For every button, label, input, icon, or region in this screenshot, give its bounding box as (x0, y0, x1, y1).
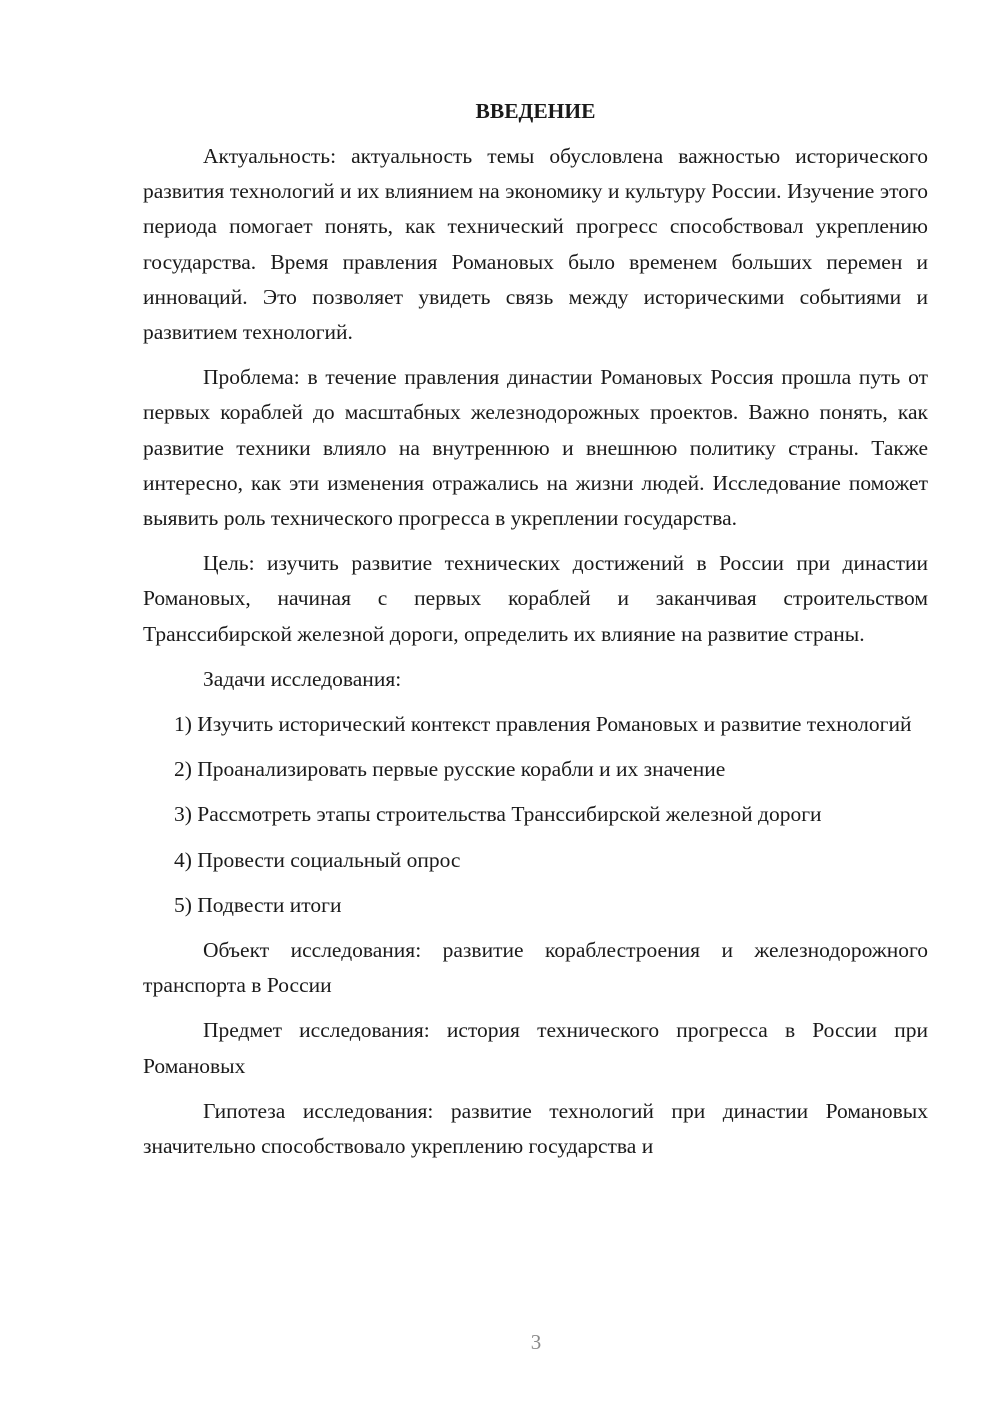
task-item-2: 2) Проанализировать первые русские корабли и их значение (174, 757, 726, 782)
task-item-5: 5) Подвести итоги (174, 892, 342, 917)
page-number: 3 (530, 1330, 542, 1354)
problem-paragraph: Проблема: в течение правления династии Романовых Россия прошла путь от первых кораблей до масштабных железнодорожных проектов. Важно понять, как развитие техники влияло на внутреннюю и внешнюю политику страны. Также интересно, как эти изменения отражались на жизни людей. Исследование поможет выявить роль технического прогресса в укреплении государства. (143, 365, 928, 531)
section-title: ВВЕДЕНИЕ (475, 99, 596, 123)
goal-paragraph: Цель: изучить развитие технических достижений в России при династии Романовых, начиная с первых кораблей и заканчивая строительством Транссибирской железной дороги, определить их влияние на развитие страны. (143, 551, 928, 646)
relevance-paragraph: Актуальность: актуальность темы обусловлена важностью исторического развития технологий и их влиянием на экономику и культуру России. Изучение этого периода помогает понять, как технический прогресс способствовал укреплению государства. Время правления Романовых было временем больших перемен и инноваций. Это позволяет увидеть связь между историческими событиями и развитием технологий. (143, 144, 928, 345)
task-item-1: 1) Изучить исторический контекст правления Романовых и развитие технологий (174, 712, 912, 737)
page-content (143, 96, 928, 1174)
hypothesis-paragraph: Гипотеза исследования: развитие технологий при династии Романовых значительно способствовало укреплению государства и (143, 1098, 928, 1159)
object-paragraph: Объект исследования: развитие кораблестроения и железнодорожного транспорта в России (143, 938, 928, 998)
task-item-4: 4) Провести социальный опрос (174, 847, 461, 872)
subject-paragraph: Предмет исследования: история технического прогресса в России при Романовых (143, 1018, 928, 1078)
task-item-3: 3) Рассмотреть этапы строительства Транссибирской железной дороги (174, 802, 822, 827)
tasks-heading: Задачи исследования: (203, 666, 402, 691)
